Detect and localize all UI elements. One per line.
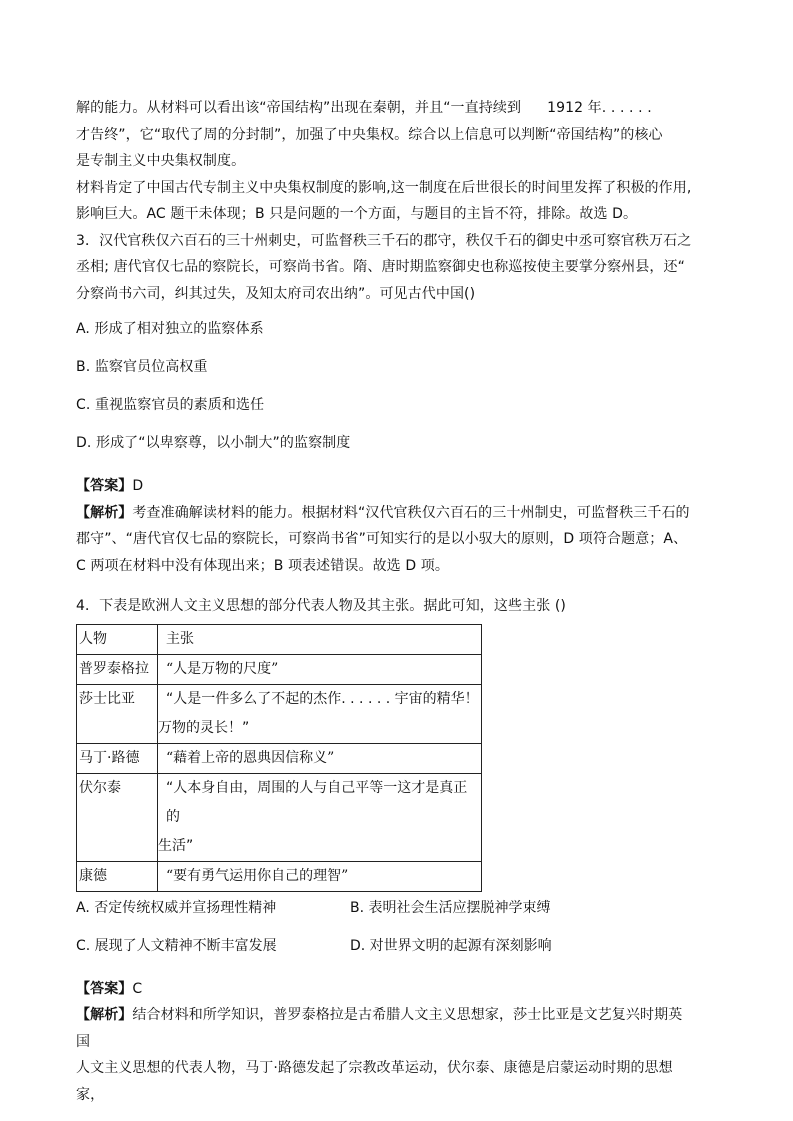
claim-cell: [158, 743, 482, 773]
q4-options-row: [76, 898, 696, 918]
analysis-label: 【解析】: [76, 504, 133, 521]
q4-option-b[interactable]: B. 表明社会生活应摆脱神学束缚: [350, 899, 551, 916]
intro-line-1b: 1912 年. . . . . .: [547, 100, 652, 116]
analysis-text: 结合材料和所学知识，普罗泰格拉是古希腊人文主义思想家，莎士比亚是文艺复兴时期英国: [76, 1007, 683, 1050]
q3-analysis: C 两项在材料中没有体现出来；B 项表述错误。故选 D 项。: [76, 557, 449, 574]
q4-answer: [76, 976, 696, 1003]
claim-text: “藉着上帝的恩典因信称义”: [166, 749, 335, 766]
q4-option-d[interactable]: D. 对世界文明的起源有深刻影响: [350, 937, 552, 954]
intro-line: 材料肯定了中国古代专制主义中央集权制度的影响,这一制度在后世很长的时间里发挥了积极的作用,: [76, 179, 692, 196]
table-header-cell: 人物: [77, 624, 158, 654]
spacer: [76, 579, 696, 593]
intro-line: 才告终”，它“取代了周的分封制”，加强了中央集权。综合以上信息可以判断“帝国结构”的核心: [76, 126, 663, 143]
table-header-row: [77, 624, 482, 654]
table-row: [77, 743, 482, 773]
person-cell: 莎士比亚: [77, 684, 158, 743]
claim-cell: [158, 654, 482, 684]
intro-line-1a: 解的能力。从材料可以看出该“帝国结构”出现在秦朝，并且“一直持续到: [76, 100, 522, 116]
spacer: [76, 307, 696, 319]
claim-cell: [158, 861, 482, 891]
person-cell: 伏尔泰: [77, 773, 158, 861]
spacer: [76, 415, 696, 433]
intro-line: 影响巨大。AC 题干未体现；B 只是问题的一个方面，与题目的主旨不符，排除。故选 D。: [76, 206, 638, 222]
q4-option-a[interactable]: A. 否定传统权威并宣扬理性精神: [76, 899, 277, 916]
spacer: [76, 918, 696, 936]
claim-text: 生活”: [158, 837, 194, 854]
spacer: [76, 453, 696, 473]
claim-text: “人是万物的尺度”: [166, 660, 279, 677]
q3-option-d[interactable]: D. 形成了“以卑察尊，以小制大”的监察制度: [76, 435, 351, 451]
person-cell: 马丁·路德: [77, 743, 158, 773]
q3-option-c[interactable]: C. 重视监察官员的素质和选任: [76, 397, 265, 413]
q4-stem: 4．下表是欧洲人文主义思想的部分代表人物及其主张。据此可知，这些主张 (): [76, 598, 566, 614]
claim-cell: [158, 773, 482, 861]
intro-line: [76, 95, 696, 122]
q3-stem: 丞相; 唐代官仅七品的察院长，可察尚书省。隋、唐时期监察御史也称巡按使主要掌分察州县，还“: [76, 259, 685, 275]
analysis-label: 【解析】: [76, 1007, 133, 1023]
spacer: [76, 339, 696, 357]
q3-option-b[interactable]: B. 监察官员位高权重: [76, 359, 208, 375]
q3-stem: 3．汉代官秩仅六百石的三十州刺史，可监督秩三千石的郡守，秩仅千石的御史中丞可察官秩万石之: [76, 232, 692, 249]
answer-label: 【答案】: [76, 478, 133, 494]
spacer: [76, 956, 696, 976]
answer-label: 【答案】: [76, 980, 133, 997]
q4-options-row: [76, 936, 696, 956]
table-row: [77, 861, 482, 891]
intro-line: 是专制主义中央集权制度。: [76, 153, 246, 169]
table-header-cell: 主张: [158, 624, 482, 654]
q4-option-c[interactable]: C. 展现了人文精神不断丰富发展: [76, 937, 277, 954]
q3-answer: [76, 473, 696, 500]
table-row: [77, 773, 482, 861]
q4-analysis: [76, 1002, 696, 1055]
q3-option-a[interactable]: A. 形成了相对独立的监察体系: [76, 321, 264, 337]
claim-text: “要有勇气运用你自己的理智”: [166, 867, 349, 884]
spacer: [76, 377, 696, 395]
analysis-text: 考查准确解读材料的能力。根据材料“汉代官秩仅六百石的三十州制史，可监督秩三千石的: [132, 504, 690, 521]
thinker-table: [76, 624, 482, 892]
table-row: [77, 654, 482, 684]
person-cell: 普罗泰格拉: [77, 654, 158, 684]
q4-analysis: 人文主义思想的代表人物，马丁·路德发起了宗教改革运动，伏尔泰、康德是启蒙运动时期的思想家，: [76, 1060, 673, 1103]
person-cell: 康德: [77, 861, 158, 891]
q3-analysis: 郡守”、“唐代官仅七品的察院长，可察尚书省”可知实行的是以小驭大的原则，D 项符合题意；A、: [76, 531, 688, 547]
answer-value: C: [132, 980, 143, 997]
q3-analysis: [76, 500, 696, 527]
claim-text: 万物的灵长！”: [158, 719, 250, 736]
answer-value: D: [132, 478, 144, 494]
claim-cell: [158, 684, 482, 743]
q3-stem: 分察尚书六司，纠其过失，及知太府司农出纳”。可见古代中国(): [76, 285, 476, 302]
claim-text: “人是一件多么了不起的杰作. . . . . . 宇宙的精华！: [166, 690, 479, 707]
claim-text: “人本身自由，周围的人与自己平等一这才是真正的: [166, 779, 468, 825]
document-page: [76, 95, 696, 1108]
table-row: [77, 684, 482, 743]
